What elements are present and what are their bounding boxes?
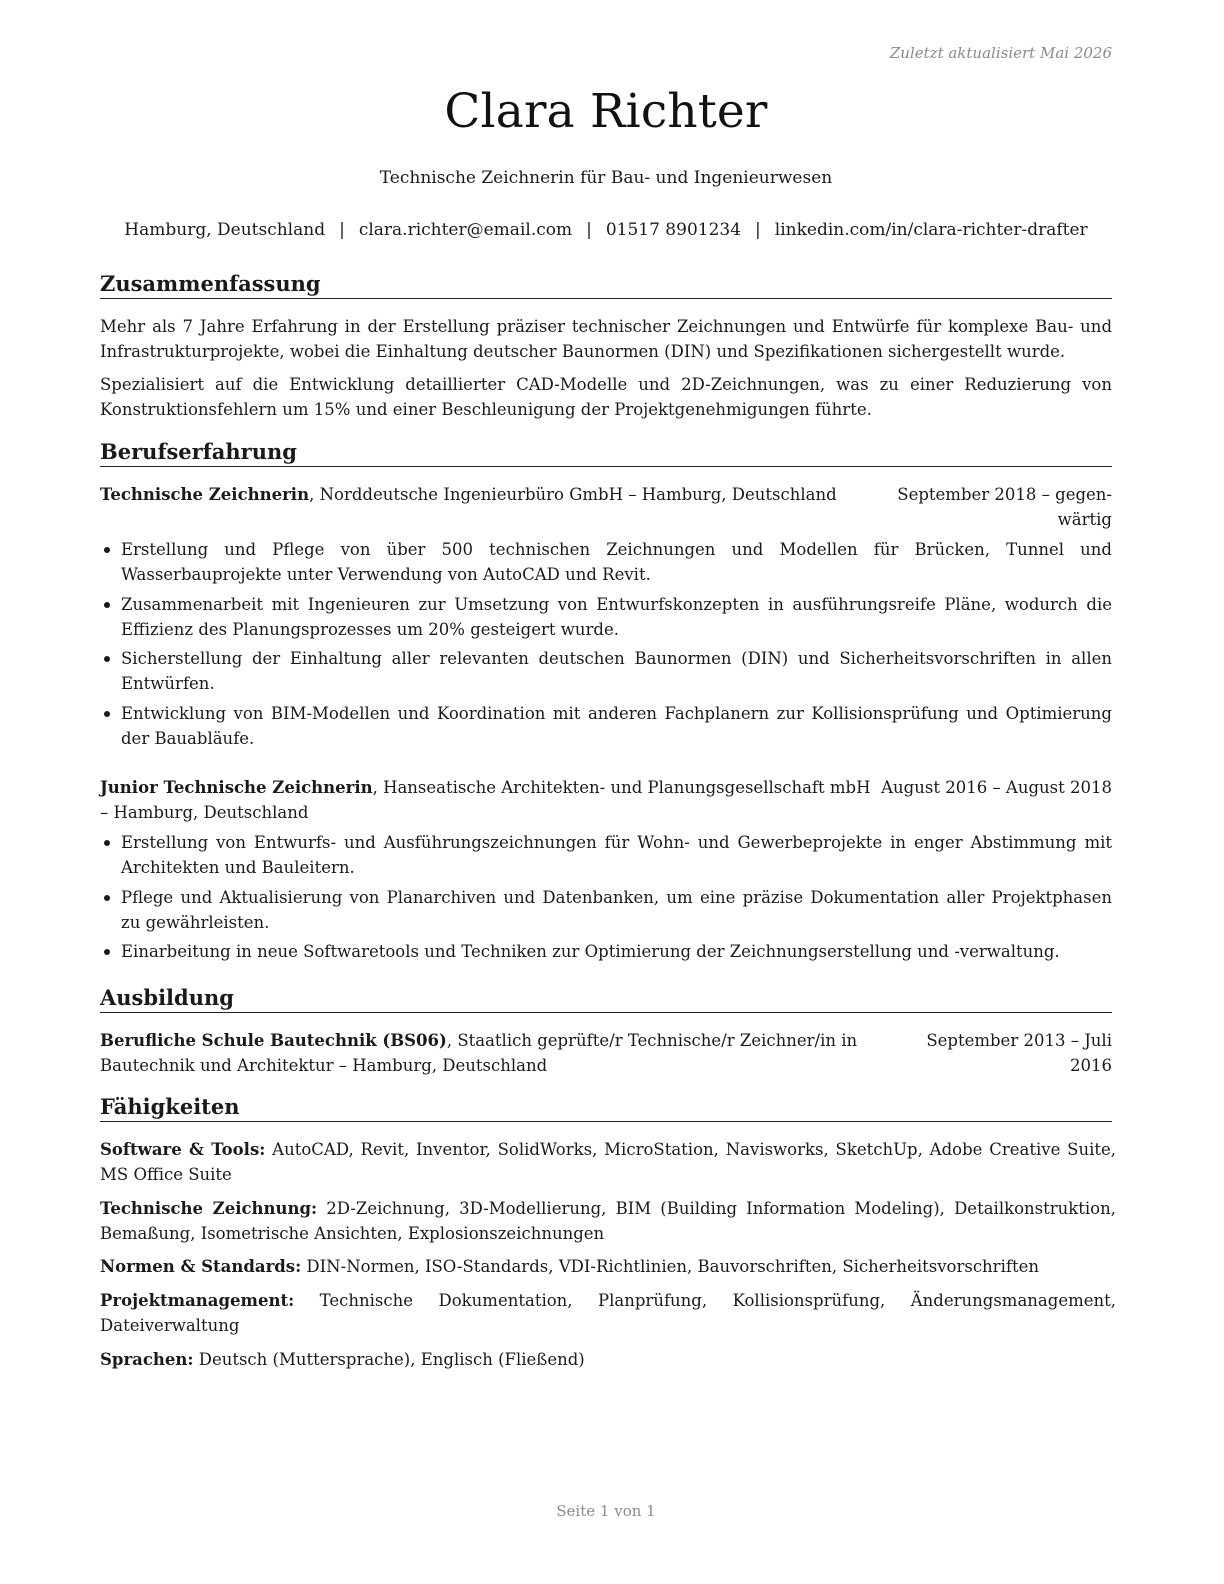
skill-value: 2D-Zeichnung, 3D-Modellierung, BIM (Building Information Modeling), Detailkonstruktion, Bemaßung, Isometrische Ansichten, Explosionszeichnungen bbox=[100, 1199, 1116, 1243]
section-title-education: Ausbildung bbox=[100, 985, 1112, 1013]
skill-value: DIN-Normen, ISO-Standards, VDI-Richtlinien, Bauvorschriften, Sicherheitsvorschriften bbox=[301, 1257, 1039, 1276]
list-item: Erstellung von Entwurfs- und Ausführungszeichnungen für Wohn- und Gewerbeprojekte in enger Abstimmung mit Architekten und Bauleitern. bbox=[100, 830, 1112, 880]
job-company: , Norddeutsche Ingenieurbüro GmbH – Hamburg, Deutschland bbox=[309, 485, 837, 504]
skill-software bbox=[100, 1137, 1116, 1187]
job-1-bullets bbox=[100, 537, 1112, 755]
education-entry bbox=[100, 1028, 1112, 1078]
list-item: Sicherstellung der Einhaltung aller relevanten deutschen Baunormen (DIN) und Sicherheitsvorschriften in allen Entwürfen. bbox=[100, 646, 1112, 696]
summary-p2-line1: Spezialisiert auf die Entwicklung detaillierter CAD-Modelle und 2D-Zeichnungen, was zu einer Reduzierung von bbox=[100, 375, 1112, 394]
skill-label: Software & Tools: bbox=[100, 1140, 266, 1159]
education-dates: September 2013 – Juli bbox=[926, 1031, 1112, 1050]
summary-p2-line2: Konstruktionsfehlern um 15% und einer Beschleunigung der Projektgenehmigungen führte. bbox=[100, 400, 872, 419]
job-title: Technische Zeichnerin bbox=[100, 485, 310, 504]
job-2-bullets bbox=[100, 830, 1112, 969]
last-updated: Zuletzt aktualisiert Mai 2026 bbox=[889, 44, 1112, 62]
skill-label: Sprachen: bbox=[100, 1350, 194, 1369]
skill-projectmanagement bbox=[100, 1288, 1116, 1338]
section-title-summary: Zusammenfassung bbox=[100, 271, 1112, 299]
contact-location: Hamburg, Deutschland bbox=[124, 220, 326, 240]
list-item: Erstellung und Pflege von über 500 technischen Zeichnungen und Modellen für Brücken, Tunnel und Wasserbauprojekte unter Verwendung von AutoCAD und Revit. bbox=[100, 537, 1112, 587]
skill-label: Technische Zeichnung: bbox=[100, 1199, 318, 1218]
job-location: – Hamburg, Deutschland bbox=[100, 803, 309, 822]
summary-p1-line1: Mehr als 7 Jahre Erfahrung in der Erstellung präziser technischer Zeichnungen und Entwürfe für komplexe Bau- und bbox=[100, 317, 1112, 336]
skill-label: Projektmanagement: bbox=[100, 1291, 295, 1310]
contact-separator: | bbox=[339, 220, 345, 240]
contact-separator: | bbox=[586, 220, 592, 240]
person-name: Clara Richter bbox=[444, 84, 768, 139]
contact-separator: | bbox=[755, 220, 761, 240]
list-item: Pflege und Aktualisierung von Planarchiven und Datenbanken, um eine präzise Dokumentation aller Projektphasen zu gewährleisten. bbox=[100, 885, 1112, 935]
skill-drawing bbox=[100, 1196, 1116, 1246]
section-title-skills: Fähigkeiten bbox=[100, 1094, 1112, 1122]
skill-languages bbox=[100, 1347, 1116, 1372]
job-title-line bbox=[100, 775, 871, 800]
list-item: Zusammenarbeit mit Ingenieuren zur Umsetzung von Entwurfskonzepten in ausführungsreife Pläne, wodurch die Effizienz des Planungsprozesses um 20% gesteigert wurde. bbox=[100, 592, 1112, 642]
skill-value: Deutsch (Muttersprache), Englisch (Fließend) bbox=[193, 1350, 585, 1369]
job-company: , Hanseatische Architekten- und Planungsgesellschaft mbH bbox=[372, 778, 871, 797]
skill-value: AutoCAD, Revit, Inventor, SolidWorks, MicroStation, Navisworks, SketchUp, Adobe Creative Suite, MS Office Suite bbox=[100, 1140, 1117, 1184]
job-dates: September 2018 – gegen- bbox=[897, 485, 1112, 504]
education-line-2: Bautechnik und Architektur – Hamburg, Deutschland bbox=[100, 1056, 548, 1075]
job-header-2 bbox=[100, 775, 1112, 825]
contact-email[interactable]: clara.richter@email.com bbox=[358, 220, 573, 240]
school-name: Berufliche Schule Bautechnik (BS06) bbox=[100, 1031, 447, 1050]
contact-linkedin[interactable]: linkedin.com/in/clara-richter-drafter bbox=[774, 220, 1088, 240]
job-subtitle: Technische Zeichnerin für Bau- und Ingenieurwesen bbox=[379, 168, 833, 188]
job-title: Junior Technische Zeichnerin bbox=[100, 778, 373, 797]
contact-phone: 01517 8901234 bbox=[605, 220, 742, 240]
list-item: Entwicklung von BIM-Modellen und Koordination mit anderen Fachplanern zur Kollisionsprüfung und Optimierung der Bauabläufe. bbox=[100, 701, 1112, 751]
degree: , Staatlich geprüfte/r Technische/r Zeichner/in in bbox=[446, 1031, 858, 1050]
skill-label: Normen & Standards: bbox=[100, 1257, 302, 1276]
job-header-1 bbox=[100, 482, 1112, 532]
contact-line bbox=[88, 220, 1124, 240]
summary-paragraph-2 bbox=[100, 372, 1112, 422]
list-item: Einarbeitung in neue Softwaretools und Techniken zur Optimierung der Zeichnungserstellung und -verwaltung. bbox=[100, 939, 1112, 964]
education-line-1 bbox=[100, 1028, 857, 1053]
job-dates: August 2016 – August 2018 bbox=[881, 778, 1112, 797]
page-footer: Seite 1 von 1 bbox=[556, 1502, 656, 1520]
education-dates-cont: 2016 bbox=[1070, 1056, 1112, 1075]
skill-value: Technische Dokumentation, Planprüfung, Kollisionsprüfung, Änderungsmanagement, Dateiverwaltung bbox=[100, 1291, 1116, 1335]
summary-p1-line2: Infrastrukturprojekte, wobei die Einhaltung deutscher Baunormen (DIN) und Spezifikationen sichergestellt wurde. bbox=[100, 342, 1066, 361]
section-title-experience: Berufserfahrung bbox=[100, 439, 1112, 467]
summary-paragraph-1 bbox=[100, 314, 1112, 364]
job-title-line bbox=[100, 482, 837, 507]
job-dates-cont: wärtig bbox=[1057, 510, 1112, 529]
resume-page bbox=[100, 0, 1117, 1584]
skill-standards bbox=[100, 1254, 1116, 1279]
